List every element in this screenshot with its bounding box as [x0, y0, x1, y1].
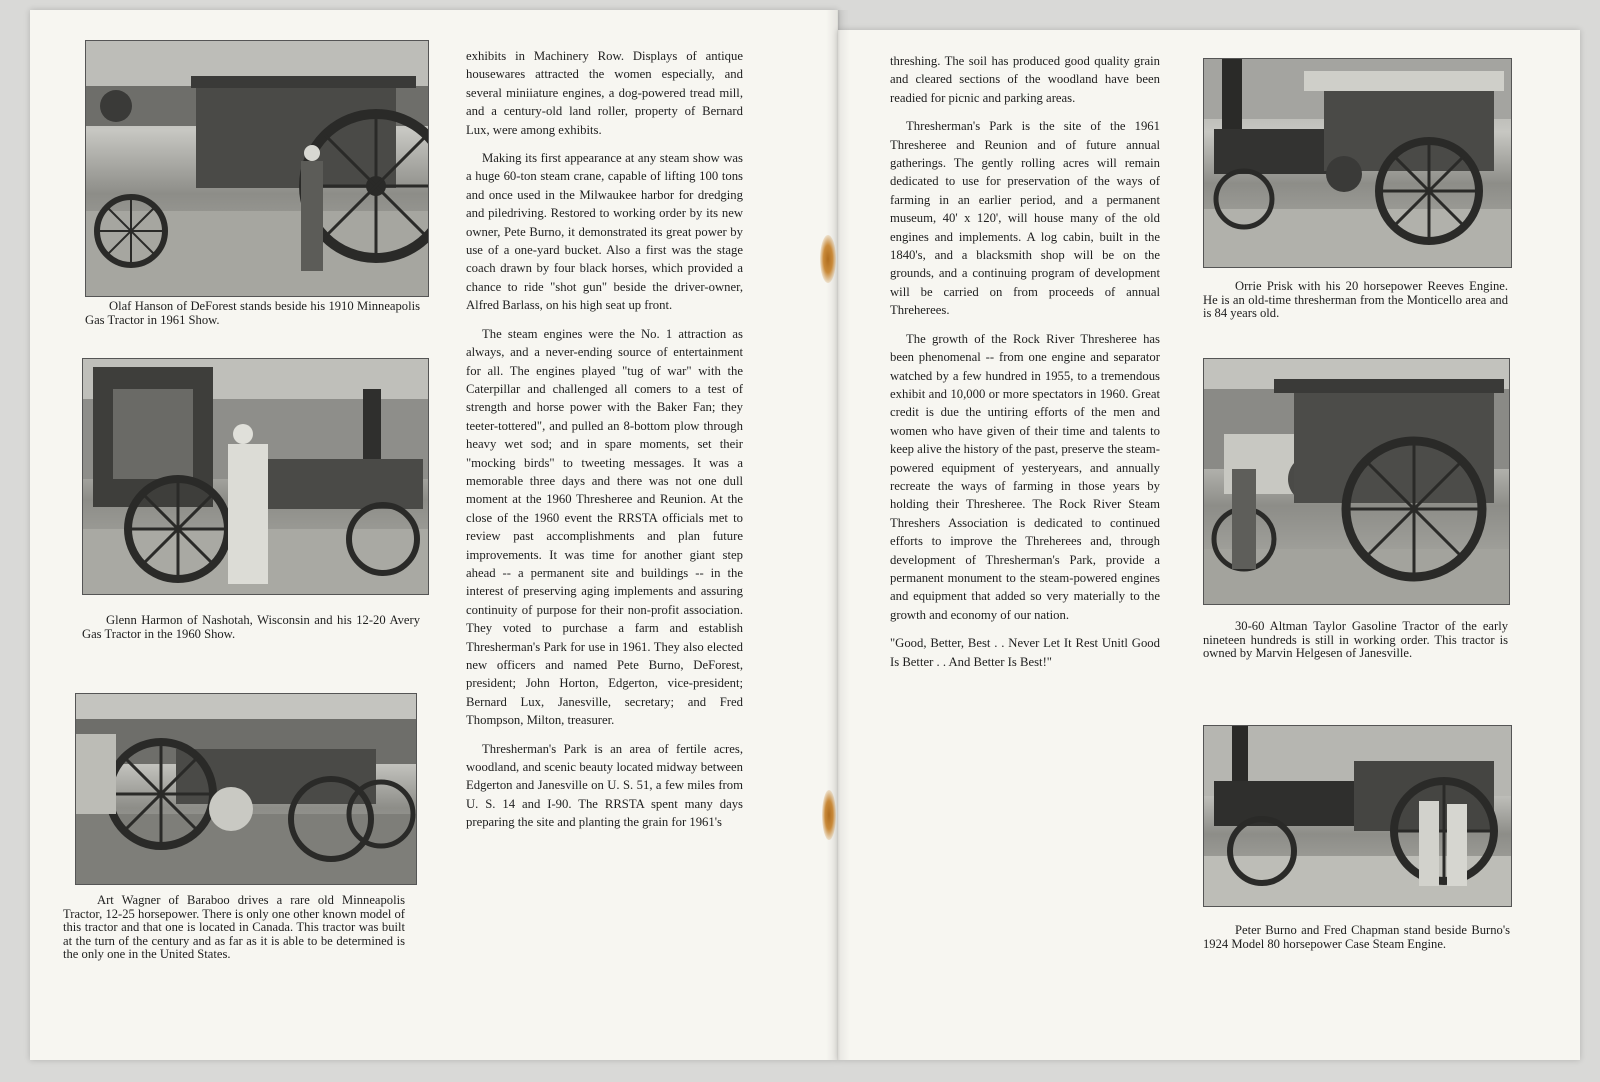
photo-minneapolis-tractor-12-25: [75, 693, 417, 885]
left-text-column: [466, 47, 743, 842]
caption-orrie-prisk: Orrie Prisk with his 20 horsepower Reeves Engine. He is an old-time thresherman from the Monticello area and is 84 years old.: [1203, 279, 1508, 320]
caption-altman-taylor: 30-60 Altman Taylor Gasoline Tractor of the early nineteen hundreds is still in working order. This tractor is owned by Marvin Helgesen of Janesville.: [1203, 619, 1508, 660]
paragraph: threshing. The soil has produced good quality grain and cleared sections of the woodland have been readied for picnic and parking areas.: [890, 54, 1160, 105]
rust-stain-bottom: [822, 790, 836, 840]
caption-peter-burno: Peter Burno and Fred Chapman stand beside Burno's 1924 Model 80 horsepower Case Steam Engine.: [1203, 923, 1510, 951]
caption-glenn-harmon: Glenn Harmon of Nashotah, Wisconsin and his 12-20 Avery Gas Tractor in the 1960 Show.: [82, 613, 420, 641]
paragraph: The growth of the Rock River Thresheree has been phenomenal -- from one engine and separator watched by a few hundred in 1955, to a tremendous exhibit and 10,000 or more spectators in 1960. Great credit is due the untiring efforts of the men and women who have given of their time and talents to keep alive the history of the past, preserve the steam-powered equipment of yesteryears, and annually recreate the ways of farming in those years by holding their Thresheree. The Rock River Steam Threshers Association is dedicated to continued efforts to improve the Threherees and, through development of Thresherman's Park, provide a permanent monument to the steam-powered engines and equipment that added so very materially to the growth and economy of our nation.: [890, 331, 1160, 622]
right-text-column: [890, 52, 1160, 681]
photo-minneapolis-gas-tractor: [85, 40, 429, 297]
paragraph: Thresherman's Park is the site of the 1961 Thresheree and Reunion and of future annual gatherings. The gently rolling acres will remain dedicated to use for preservation of the ways of farming in an earlier period, and a permanent museum, 40' x 120', will house many of the old engines and implements. A log cabin, built in the 1840's, and a blacksmith shop will be on the grounds, and a continuing program of development will be carried on from proceeds of annual Threherees.: [890, 119, 1160, 318]
photo-reeves-engine: [1203, 58, 1512, 268]
paragraph: Thresherman's Park is an area of fertile acres, woodland, and scenic beauty located midway between Edgerton and Janesville on U. S. 51, a few miles from U. S. 14 and I-90. The RRSTA spent many days preparing the site and planting the grain for 1961's: [466, 741, 743, 830]
rust-stain-top: [820, 235, 836, 283]
caption-art-wagner: Art Wagner of Baraboo drives a rare old Minneapolis Tractor, 12-25 horsepower. There is only one other known model of this tractor and that one is located in Canada. This tractor was built at the turn of the century and as far as it is able to be determined is the only one in the United States.: [63, 893, 405, 961]
paragraph: Making its first appearance at any steam show was a huge 60-ton steam crane, capable of lifting 100 tons and once used in the Milwaukee harbor for dredging and piledriving. Restored to working order by its new owner, Pete Burno, it demonstrated its great power by use of a one-yard bucket. Also a first was the stage coach drawn by four black horses, which provided a chance to ride "shot gun" beside the driver-owner, Alfred Barlass, on his high seat up front.: [466, 151, 743, 313]
book-spine: [826, 10, 850, 1060]
caption-olaf-hanson: Olaf Hanson of DeForest stands beside his 1910 Minneapolis Gas Tractor in 1961 Show.: [85, 299, 420, 327]
paragraph: The steam engines were the No. 1 attraction as always, and a never-ending source of entertainment for all. The engines played "tug of war" with the Caterpillar and challenged all comers to a test of strength and horse power with the Baker Fan; they teeter-tottered", and pulled an 8-bottom plow through heavy wet sod; and in spare moments, set their "mocking birds" to tweeting messages. It was a memorable three days and there was not one dull moment at the 1960 Thresheree and Reunion. At the close of the 1960 event the RRSTA officials met to review past accomplishments and plan future improvements. It was time for another giant step ahead -- a permanent site and buildings -- in the interest of preserving aging implements and assuring continuity of purpose for their non-profit association. They voted to purchase a farm and establish Thresherman's Park for use in 1961. They also elected new officers and named Pete Burno, DeForest, president; John Horton, Edgerton, vice-president; Bernard Lux, Janesville, secretary; and Fred Thompson, Milton, treasurer.: [466, 326, 743, 728]
photo-case-steam-engine: [1203, 725, 1512, 907]
motto: "Good, Better, Best . . Never Let It Rest Unitl Good Is Better . . And Better Is Best!": [890, 636, 1160, 669]
paragraph: exhibits in Machinery Row. Displays of antique housewares attracted the women especially, and several miniiature engines, a dog-powered tread mill, and a century-old land roller, property of Bernard Lux, were among exhibits.: [466, 49, 743, 137]
photo-avery-gas-tractor: [82, 358, 429, 595]
photo-altman-taylor-tractor: [1203, 358, 1510, 605]
